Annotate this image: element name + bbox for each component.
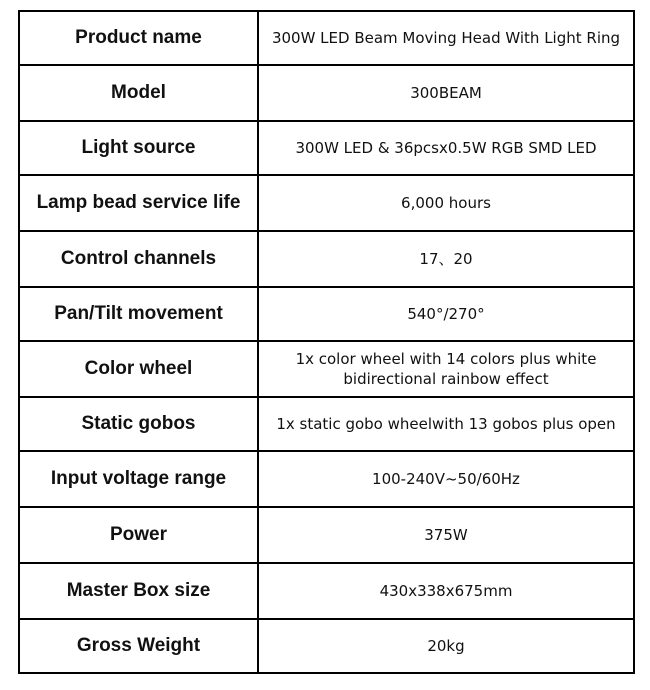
- table-row: [19, 65, 634, 121]
- row-label: Control channels: [19, 231, 258, 287]
- table-row: [19, 11, 634, 65]
- row-value: 375W: [258, 507, 634, 563]
- table-row: [19, 619, 634, 673]
- row-label: Static gobos: [19, 397, 258, 451]
- row-label: Gross Weight: [19, 619, 258, 673]
- row-value-line-1: 1x color wheel with 14 colors plus white: [295, 350, 597, 368]
- table-row: [19, 397, 634, 451]
- row-value: 6,000 hours: [258, 175, 634, 231]
- table-row: [19, 563, 634, 619]
- row-value: 540°/270°: [258, 287, 634, 341]
- row-label: Product name: [19, 11, 258, 65]
- row-label: Model: [19, 65, 258, 121]
- table-row: [19, 451, 634, 507]
- row-label: Master Box size: [19, 563, 258, 619]
- table-row: [19, 341, 634, 397]
- spec-table: [18, 10, 635, 674]
- row-label: Input voltage range: [19, 451, 258, 507]
- row-value: 430x338x675mm: [258, 563, 634, 619]
- table-row: [19, 507, 634, 563]
- table-row: [19, 121, 634, 175]
- row-value: 20kg: [258, 619, 634, 673]
- row-label: Lamp bead service life: [19, 175, 258, 231]
- table-row: [19, 287, 634, 341]
- table-row: [19, 231, 634, 287]
- row-label: Power: [19, 507, 258, 563]
- row-label: Pan/Tilt movement: [19, 287, 258, 341]
- row-value: 17、20: [258, 231, 634, 287]
- table-row: [19, 175, 634, 231]
- row-label: Light source: [19, 121, 258, 175]
- row-label: Color wheel: [19, 341, 258, 397]
- row-value: [258, 341, 634, 397]
- row-value: 100-240V~50/60Hz: [258, 451, 634, 507]
- row-value: 300BEAM: [258, 65, 634, 121]
- row-value-line-2: bidirectional rainbow effect: [343, 370, 549, 388]
- row-value: 300W LED & 36pcsx0.5W RGB SMD LED: [258, 121, 634, 175]
- row-value: 1x static gobo wheelwith 13 gobos plus open: [258, 397, 634, 451]
- row-value: 300W LED Beam Moving Head With Light Ring: [258, 11, 634, 65]
